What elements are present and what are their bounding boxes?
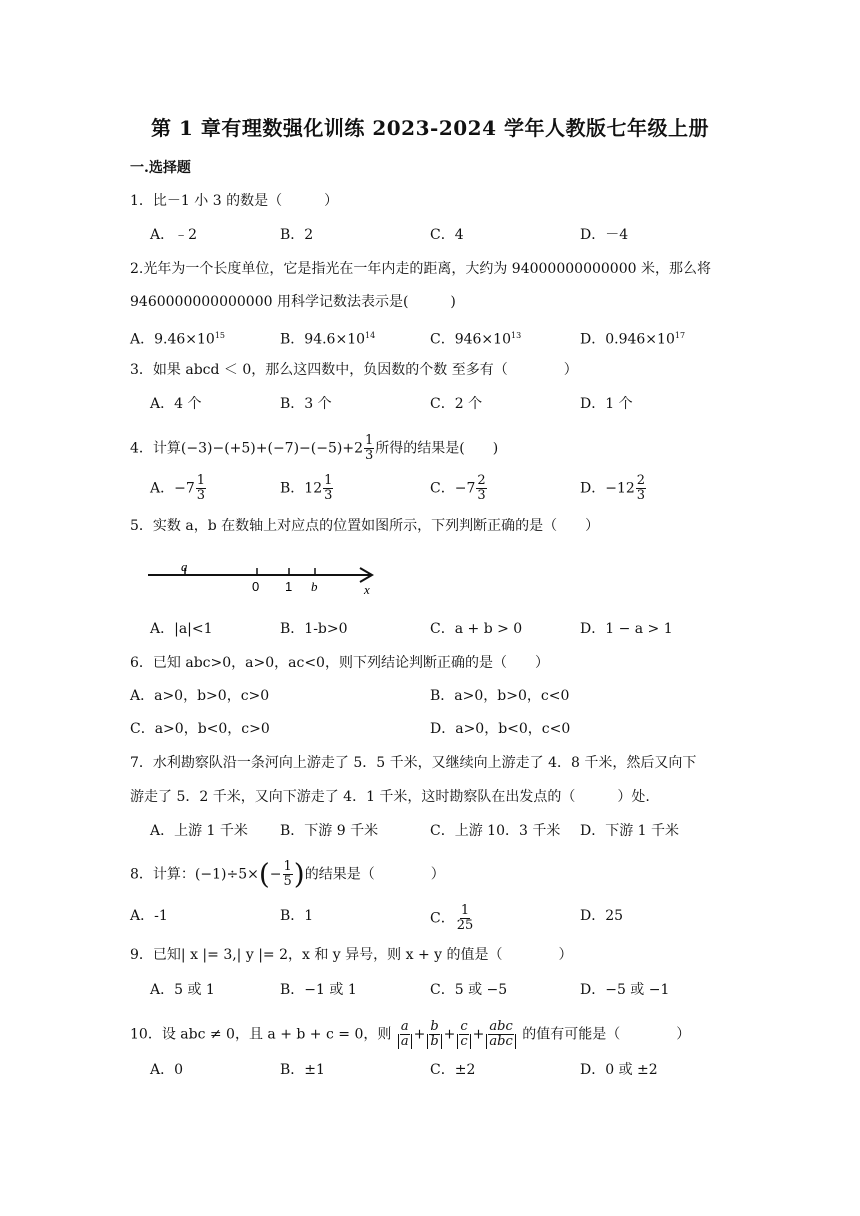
- label-b: b: [311, 579, 318, 594]
- section-heading: 一.选择题: [130, 160, 191, 176]
- q3-option-a: A．4 个: [150, 396, 202, 412]
- q7-option-a: A．上游 1 千米: [150, 823, 248, 839]
- q10-option-c: C．±2: [430, 1062, 476, 1078]
- question-4: 4．计算(−3)−(+5)+(−7)−(−5)+2 $\frac{1}{3}$ 所得的结果是( ): [130, 433, 499, 463]
- label-x: x: [364, 582, 370, 597]
- fraction: $\frac{1}{3}$: [364, 433, 374, 463]
- q3-option-c: C．2 个: [430, 396, 483, 412]
- q9-option-c: C．5 或 −5: [430, 982, 508, 998]
- q5-option-b: B．1-b>0: [280, 621, 348, 637]
- question-1: 1．比－1 小 3 的数是（ ）: [130, 193, 339, 209]
- q3-option-d: D．1 个: [580, 396, 633, 412]
- q2-option-b: B．$94.6\times 10^{14}$: [280, 331, 376, 348]
- q2-option-d: D．$0.946\times 10^{17}$: [580, 331, 686, 348]
- q8-option-b: B．1: [280, 908, 314, 924]
- q7-option-b: B．下游 9 千米: [280, 823, 379, 839]
- q1-option-a: A．﹣2: [150, 227, 198, 243]
- question-9: 9．已知| x |= 3,| y |= 2，x 和 y 异号，则 x + y 的值是（ ）: [130, 947, 573, 963]
- q6-option-b: B．a>0，b>0，c<0: [430, 688, 570, 704]
- label-a: a: [181, 559, 188, 574]
- page-title: 第 1 章有理数强化训练 2023-2024 学年人教版七年级上册: [151, 116, 709, 140]
- q1-option-c: C．4: [430, 227, 464, 243]
- q9-option-d: D．−5 或 −1: [580, 982, 670, 998]
- q4-option-a: A．−7 $\frac{1}{3}$: [150, 473, 206, 503]
- q8-option-a: A．-1: [130, 908, 168, 924]
- q1-option-b: B．2: [280, 227, 314, 243]
- question-2-line-2: 9460000000000000 用科学记数法表示是( ): [130, 294, 456, 310]
- question-3: 3．如果 abcd ＜ 0，那么这四数中，负因数的个数 至多有（ ）: [130, 362, 578, 378]
- q10-option-d: D．0 或 ±2: [580, 1062, 658, 1078]
- q7-option-d: D．下游 1 千米: [580, 823, 680, 839]
- question-6: 6．已知 abc>0，a>0，ac<0，则下列结论判断正确的是（ ）: [130, 655, 549, 671]
- question-10: 10．设 abc ≠ 0，且 a + b + c = 0，则 $\frac{a}{a}$ + $\frac{b}{b}$ + $\frac{c}{c}$ + $\frac{\text{abc}}{\text{abc}}$ 的值有可能是（ ）: [130, 1019, 691, 1049]
- question-8: 8．计算：(−1)÷5×(− $\frac{1}{5}$ )的结果是（ ）: [130, 857, 445, 891]
- q10-option-b: B．±1: [280, 1062, 325, 1078]
- q4-option-b: B．12 $\frac{1}{3}$: [280, 473, 333, 503]
- q4-option-d: D．−12 $\frac{2}{3}$: [580, 473, 646, 503]
- q2-option-c: C．$946\times 10^{13}$: [430, 331, 522, 348]
- q6-option-a: A．a>0，b>0，c>0: [130, 688, 270, 704]
- q5-option-c: C．a + b > 0: [430, 621, 523, 637]
- q9-option-b: B．−1 或 1: [280, 982, 357, 998]
- q6-option-c: C．a>0，b<0，c>0: [130, 721, 270, 737]
- q8-option-d: D．25: [580, 908, 624, 924]
- question-2-line-1: 2.光年为一个长度单位，它是指光在一年内走的距离，大约为 94000000000000 米，那么将: [130, 261, 711, 277]
- q7-option-c: C．上游 10．3 千米: [430, 823, 561, 839]
- question-7-line-2: 游走了 5．2 千米，又向下游走了 4．1 千米，这时勘察队在出发点的（ ）处.: [130, 789, 650, 805]
- q3-option-b: B．3 个: [280, 396, 332, 412]
- q2-option-a: A．$9.46\times 10^{15}$: [130, 331, 226, 348]
- question-5: 5．实数 a，b 在数轴上对应点的位置如图所示，下列判断正确的是（ ）: [130, 518, 600, 534]
- q6-option-d: D．a>0，b<0，c<0: [430, 721, 571, 737]
- label-one: 1: [285, 579, 293, 594]
- q9-option-a: A．5 或 1: [150, 982, 215, 998]
- q1-option-d: D．－4: [580, 227, 629, 243]
- number-line: [140, 558, 390, 600]
- q8-option-c: C． $\frac{1}{25}$: [430, 903, 474, 933]
- q10-option-a: A．0: [150, 1062, 184, 1078]
- question-7-line-1: 7．水利勘察队沿一条河向上游走了 5．5 千米，又继续向上游走了 4．8 千米，然后又向下: [130, 755, 697, 771]
- q5-option-d: D．1 − a > 1: [580, 621, 673, 637]
- q4-option-c: C．−7 $\frac{2}{3}$: [430, 473, 486, 503]
- label-zero: 0: [252, 579, 260, 594]
- q5-option-a: A．|a|<1: [150, 621, 213, 637]
